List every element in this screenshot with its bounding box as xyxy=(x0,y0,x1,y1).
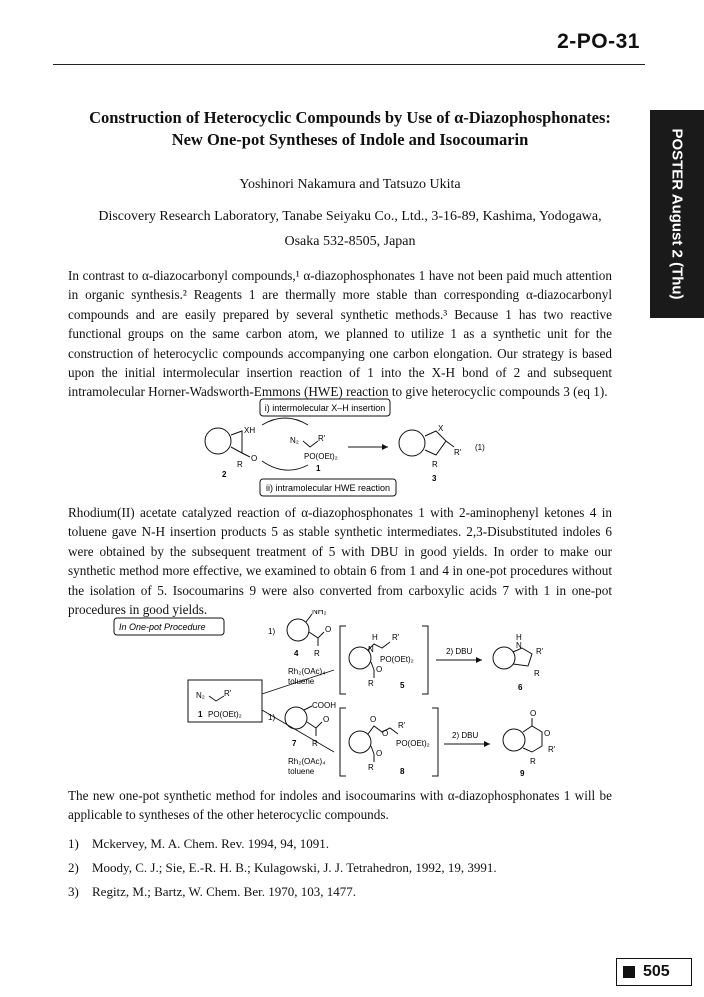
compound-6-r: R xyxy=(534,669,540,678)
compound-3-label: 3 xyxy=(432,474,437,483)
lower-arrow-head xyxy=(484,741,490,747)
paragraph-indole: Rhodium(II) acetate catalyzed reaction of α-diazophosphonates 1 with 2-aminophenyl ketones 4 in toluene gave N-H insertion products 5 as stable synthetic intermediates. 2,3-Disubstituted indoles 6 were obtained by the subsequent treatment of 5 with DBU in good yields. In order to make our synthetic method more effective, we examined to obtain 6 from 1 and 4 in one-pot procedures without the isolation of 5. Isocoumarins 9 were also converted from carboxylic acids 7 with 1 in one-pot procedures in good yields. xyxy=(68,505,612,618)
affiliation xyxy=(60,204,640,254)
lower-catalyst: Rh₂(OAc)₄ xyxy=(288,757,326,766)
reference-item xyxy=(68,880,628,904)
compound-1-rprime: R' xyxy=(318,434,326,443)
compound-6-h: H xyxy=(516,633,522,642)
reference-number: 1) xyxy=(68,836,79,851)
compound-6-n: N xyxy=(516,641,522,650)
page-number-box xyxy=(616,958,692,986)
compound-5-rprime: R' xyxy=(392,633,400,642)
bracket-5-left xyxy=(340,626,346,694)
poster-code: 2-PO-31 xyxy=(557,30,640,53)
compound-9-structure xyxy=(503,718,542,752)
scheme-eq1 xyxy=(190,395,510,497)
compound-3-rprime: R' xyxy=(454,448,462,457)
reference-item xyxy=(68,856,628,880)
affiliation-line-2: Osaka 532-8505, Japan xyxy=(284,234,416,249)
references xyxy=(68,832,628,904)
label-intramolecular: ii) intramolecular HWE reaction xyxy=(265,483,391,493)
compound-9-label: 9 xyxy=(520,769,525,778)
header-rule xyxy=(53,64,645,65)
compound-8-label: 8 xyxy=(400,767,405,776)
compound-3-x: X xyxy=(438,424,444,433)
upper-step-2: 2) DBU xyxy=(446,647,473,656)
arc-top xyxy=(262,418,308,425)
compound-4-r: R xyxy=(314,649,320,658)
compound-8-r: R xyxy=(368,763,374,772)
authors: Yoshinori Nakamura and Tatsuzo Ukita xyxy=(239,177,461,192)
compound-8-o-ketone: O xyxy=(376,749,383,758)
paragraph-intro: In contrast to α-diazocarbonyl compounds,¹ α-diazophosphonates 1 have not been paid much attention in organic synthesis.² Reagents 1 are thermally more stable than corresponding α-diazocarbonyl compounds and are easily prepared by several synthetic methods.³ Because 1 has two reactive functional groups on the same carbon atom, we planned to utilize 1 as a synthetic unit for the construction of heterocyclic compounds accompanying one carbon elongation. Our strategy is based upon the initial intermolecular insertion reaction of 1 into the X-H bond of 2 and subsequent intramolecular Horner-Wadsworth-Emmons (HWE) reaction to give heterocyclic compounds 3 (eq 1). xyxy=(68,268,612,400)
compound-8-po: PO(OEt)₂ xyxy=(396,739,430,748)
lower-solvent: toluene xyxy=(288,767,315,776)
label-intermolecular: i) intermolecular X–H insertion xyxy=(264,403,386,413)
reagent-1-bonds xyxy=(209,696,224,701)
compound-2-o: O xyxy=(251,454,258,463)
upper-catalyst: Rh₂(OAc)₄ xyxy=(288,667,326,676)
title-line-2: New One-pot Syntheses of Indole and Isocoumarin xyxy=(171,130,529,149)
compound-2-label: 2 xyxy=(222,470,227,479)
compound-3-r: R xyxy=(432,460,438,469)
reagent-1-label: 1 xyxy=(198,710,203,719)
reagent-1-n2: N₂ xyxy=(196,691,205,700)
reagent-1-po: PO(OEt)₂ xyxy=(208,710,242,719)
side-tab xyxy=(650,110,704,318)
upper-step-1: 1) xyxy=(268,627,276,636)
reference-item xyxy=(68,832,628,856)
compound-6-rprime: R' xyxy=(536,647,544,656)
compound-4-nh2: NH₂ xyxy=(312,610,327,616)
title-line-1: Construction of Heterocyclic Compounds by Use of α-Diazophosphonates: xyxy=(89,108,611,127)
compound-7-label: 7 xyxy=(292,739,297,748)
paper-title xyxy=(60,107,640,151)
compound-2-r: R xyxy=(237,460,243,469)
compound-8-structure xyxy=(349,726,398,762)
compound-6-structure xyxy=(493,647,532,669)
compound-7-structure xyxy=(285,706,322,736)
reference-text: Regitz, M.; Bartz, W. Chem. Ber. 1970, 103, 1477. xyxy=(92,884,356,899)
compound-2-xh: XH xyxy=(244,426,256,435)
compound-5-r: R xyxy=(368,679,374,688)
compound-8-o-ester: O xyxy=(382,729,389,738)
compound-5-po: PO(OEt)₂ xyxy=(380,655,414,664)
compound-3-structure xyxy=(399,430,454,456)
arc-bottom xyxy=(262,461,308,470)
reagent-1-rprime: R' xyxy=(224,689,232,698)
compound-8-rprime: R' xyxy=(398,721,406,730)
side-tab-label: POSTER August 2 (Thu) xyxy=(668,128,686,300)
compound-4-label: 4 xyxy=(294,649,299,658)
reference-text: Moody, C. J.; Sie, E.-R. H. B.; Kulagowski, J. J. Tetrahedron, 1992, 19, 3991. xyxy=(92,860,497,875)
reference-text: Mckervey, M. A. Chem. Rev. 1994, 94, 1091. xyxy=(92,836,329,851)
compound-5-o: O xyxy=(376,665,383,674)
compound-9-r: R xyxy=(530,757,536,766)
compound-8-o-carbonyl: O xyxy=(370,715,377,724)
arrow-head xyxy=(382,444,388,450)
bracket-5-right xyxy=(422,626,428,694)
compound-4-structure xyxy=(287,614,324,646)
bracket-8-left xyxy=(340,708,346,776)
one-pot-label: In One-pot Procedure xyxy=(119,622,206,632)
compound-7-cooh: COOH xyxy=(312,701,336,710)
compound-5-h: H xyxy=(372,633,378,642)
compound-7-o: O xyxy=(323,715,330,724)
compound-5-label: 5 xyxy=(400,681,405,690)
page-number: 505 xyxy=(643,963,670,980)
bracket-8-right xyxy=(432,708,438,776)
compound-9-o-ring: O xyxy=(544,729,551,738)
equation-number: (1) xyxy=(475,443,485,452)
reference-number: 3) xyxy=(68,884,79,899)
lower-step-1: 1) xyxy=(268,713,276,722)
compound-1-po: PO(OEt)₂ xyxy=(304,452,338,461)
compound-9-rprime: R' xyxy=(548,745,556,754)
paragraph-conclusion: The new one-pot synthetic method for indoles and isocoumarins with α-diazophosphonates 1 will be applicable to syntheses of the other heterocyclic compounds. xyxy=(68,788,612,823)
compound-5-n: N xyxy=(368,645,374,654)
compound-1-n2: N₂ xyxy=(290,436,299,445)
compound-1-label: 1 xyxy=(316,464,321,473)
compound-7-r: R xyxy=(312,739,318,748)
upper-arrow-head xyxy=(476,657,482,663)
compound-1-bonds xyxy=(303,441,318,447)
reference-number: 2) xyxy=(68,860,79,875)
compound-6-label: 6 xyxy=(518,683,523,692)
affiliation-line-1: Discovery Research Laboratory, Tanabe Seiyaku Co., Ltd., 3-16-89, Kashima, Yodogawa, xyxy=(98,209,602,224)
compound-4-o: O xyxy=(325,625,332,634)
page-marker-icon xyxy=(623,966,635,978)
compound-9-o-carbonyl: O xyxy=(530,709,537,718)
upper-solvent: toluene xyxy=(288,677,315,686)
lower-step-2: 2) DBU xyxy=(452,731,479,740)
scheme-one-pot xyxy=(110,610,590,782)
